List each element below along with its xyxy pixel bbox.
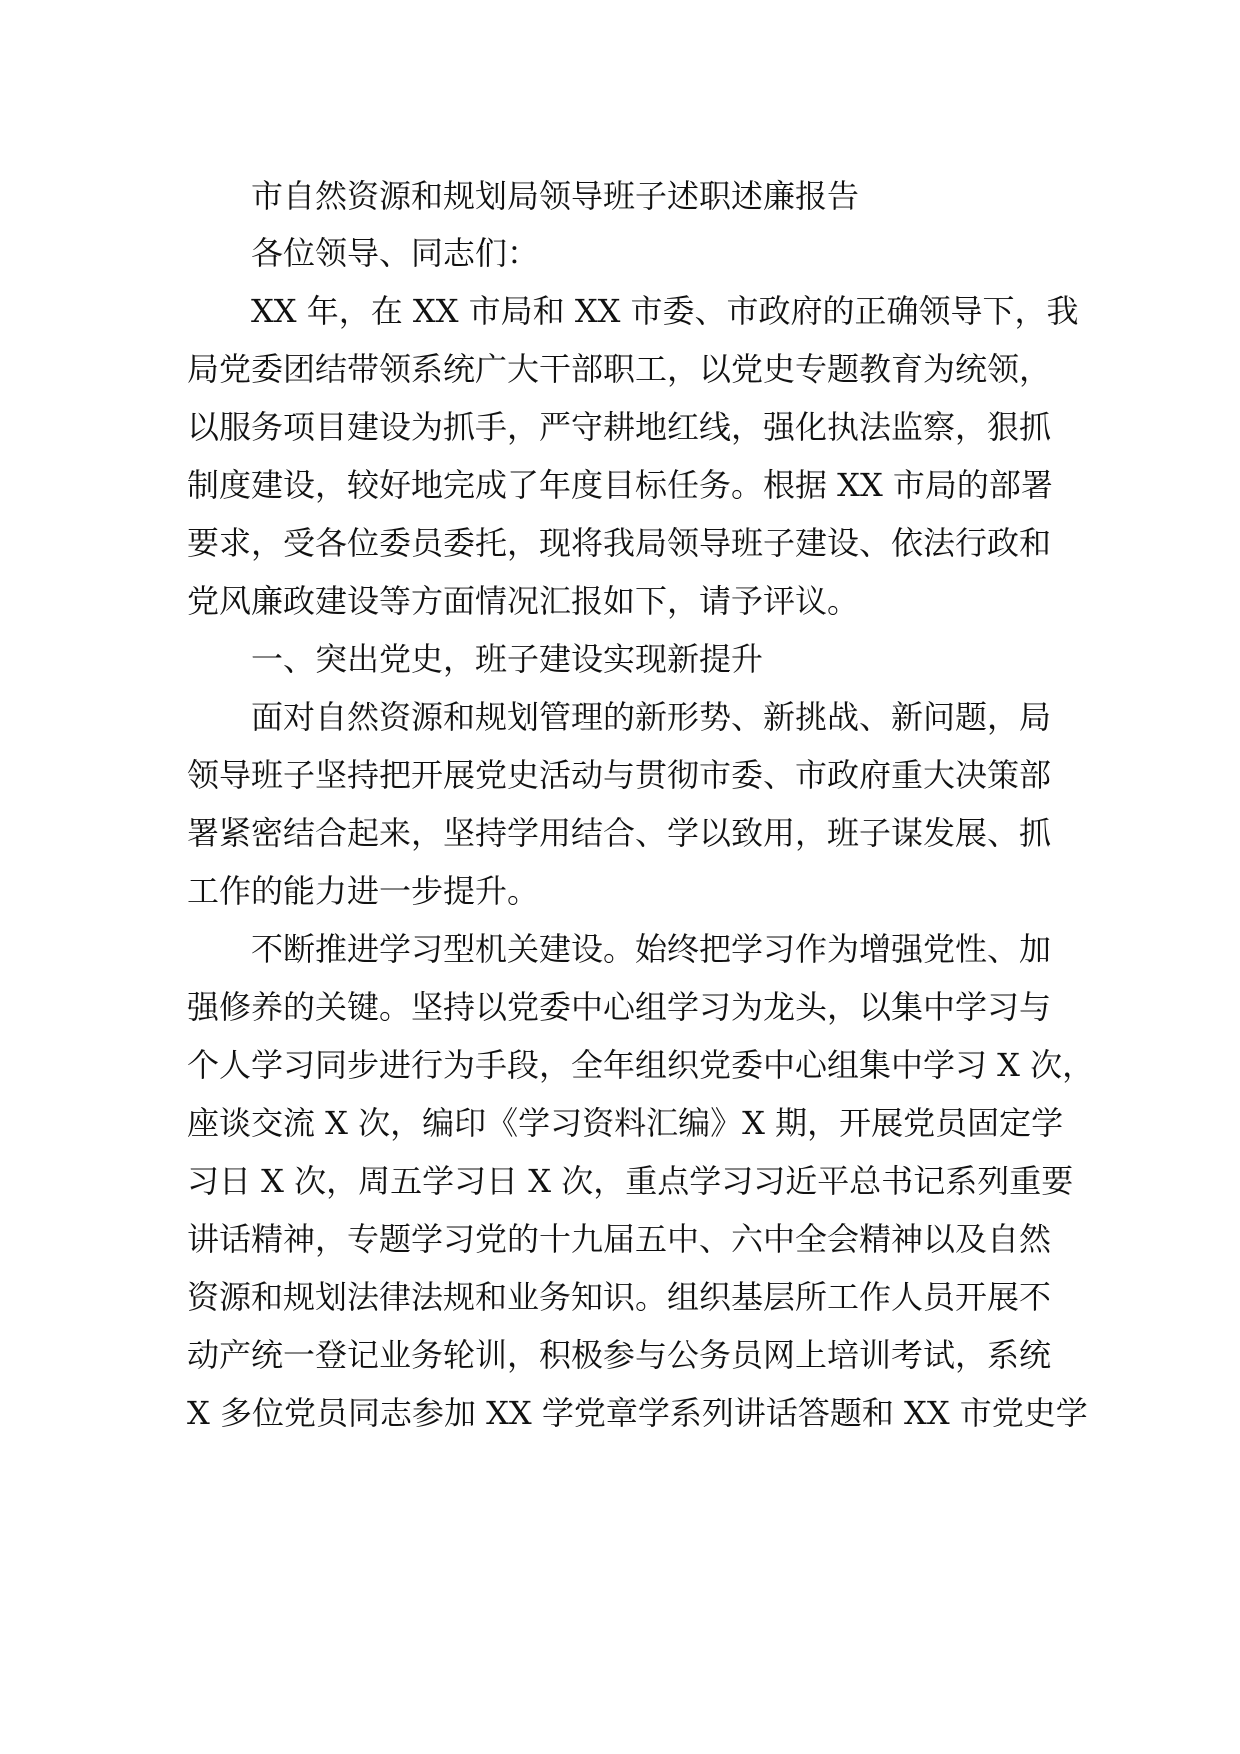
paragraph-line: 党风廉政建设等方面情况汇报如下，请予评议。 <box>187 582 860 620</box>
paragraph-line: 动产统一登记业务轮训，积极参与公务员网上培训考试，系统 <box>187 1336 1052 1374</box>
paragraph-line: 资源和规划法律法规和业务知识。组织基层所工作人员开展不 <box>187 1278 1052 1316</box>
paragraph-line: 座谈交流 X 次，编印《学习资料汇编》X 期，开展党员固定学 <box>187 1104 1064 1142</box>
paragraph-line: 面对自然资源和规划管理的新形势、新挑战、新问题，局 <box>251 698 1052 736</box>
paragraph-line: 习日 X 次，周五学习日 X 次，重点学习习近平总书记系列重要 <box>187 1162 1074 1200</box>
paragraph-line: 不断推进学习型机关建设。始终把学习作为增强党性、加 <box>251 930 1052 968</box>
document-title: 市自然资源和规划局领导班子述职述廉报告 <box>251 177 860 215</box>
paragraph-line: 以服务项目建设为抓手，严守耕地红线，强化执法监察，狠抓 <box>187 408 1052 446</box>
paragraph-line: XX 年，在 XX 市局和 XX 市委、市政府的正确领导下，我 <box>251 292 1079 330</box>
paragraph-line: 个人学习同步进行为手段，全年组织党委中心组集中学习 X 次， <box>187 1046 1095 1084</box>
section-heading: 一、突出党史，班子建设实现新提升 <box>251 640 764 678</box>
paragraph-line: 强修养的关键。坚持以党委中心组学习为龙头，以集中学习与 <box>187 988 1052 1026</box>
paragraph-line: 领导班子坚持把开展党史活动与贯彻市委、市政府重大决策部 <box>187 756 1052 794</box>
paragraph-line: 要求，受各位委员委托，现将我局领导班子建设、依法行政和 <box>187 524 1052 562</box>
paragraph-line: 制度建设，较好地完成了年度目标任务。根据 XX 市局的部署 <box>187 466 1053 504</box>
paragraph-line: 讲话精神，专题学习党的十九届五中、六中全会精神以及自然 <box>187 1220 1052 1258</box>
paragraph-line: 局党委团结带领系统广大干部职工，以党史专题教育为统领， <box>187 350 1052 388</box>
paragraph-line: 署紧密结合起来，坚持学用结合、学以致用，班子谋发展、抓 <box>187 814 1052 852</box>
paragraph-line: 工作的能力进一步提升。 <box>187 872 540 910</box>
greeting: 各位领导、同志们： <box>251 234 540 272</box>
paragraph-line: X 多位党员同志参加 XX 学党章学系列讲话答题和 XX 市党史学 <box>187 1394 1088 1432</box>
